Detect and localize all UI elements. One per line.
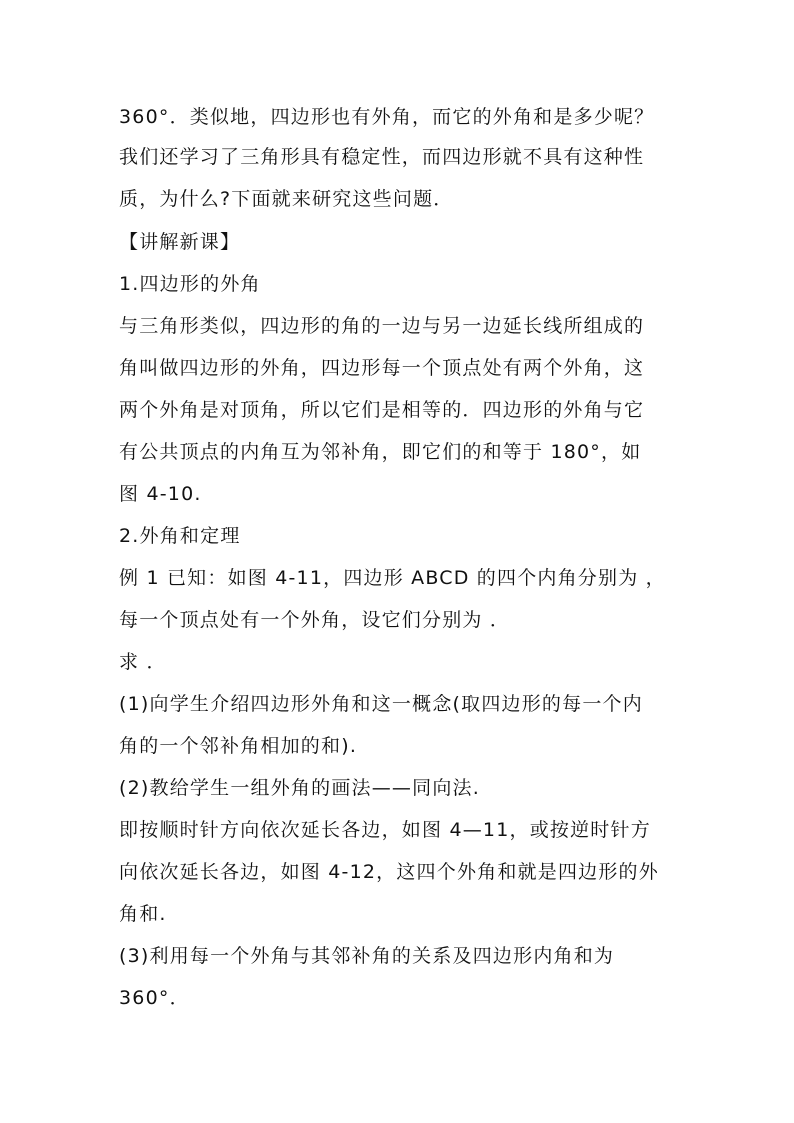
text-line-9: 有公共顶点的内角互为邻补角，即它们的和等于 180°，如	[119, 441, 642, 463]
text-line-13: 每一个顶点处有一个外角，设它们分别为 ．	[119, 609, 511, 631]
text-line-14: 求 ．	[119, 651, 167, 673]
example-1-line: 例 1 已知：如图 4-11，四边形 ABCD 的四个内角分别为 ，	[119, 567, 666, 589]
section-heading-new-lesson: 【讲解新课】	[119, 231, 241, 253]
subheading-exterior-angle-theorem: 2.外角和定理	[119, 525, 241, 547]
text-line-7: 角叫做四边形的外角，四边形每一个顶点处有两个外角，这	[119, 357, 645, 379]
subheading-exterior-angle: 1.四边形的外角	[119, 273, 261, 295]
text-line-19: 向依次延长各边，如图 4-12，这四个外角和就是四边形的外	[119, 861, 659, 883]
text-line-2: 我们还学习了三角形具有稳定性，而四边形就不具有这种性	[119, 146, 645, 168]
text-line-18: 即按顺时针方向依次延长各边，如图 4—11，或按逆时针方	[119, 819, 651, 841]
text-line-22: 360°．	[119, 987, 190, 1009]
step-1-line: (1)向学生介绍四边形外角和这一概念(取四边形的每一个内	[119, 693, 643, 715]
text-line-3: 质，为什么?下面就来研究这些问题．	[119, 188, 454, 210]
text-line-16: 角的一个邻补角相加的和).	[119, 735, 358, 757]
step-2-line: (2)教给学生一组外角的画法——同向法.	[119, 777, 480, 799]
text-line-20: 角和.	[119, 903, 167, 925]
text-line-8: 两个外角是对顶角，所以它们是相等的．四边形的外角与它	[119, 399, 645, 421]
text-line-6: 与三角形类似，四边形的角的一边与另一边延长线所组成的	[119, 315, 645, 337]
step-3-line: (3)利用每一个外角与其邻补角的关系及四边形内角和为	[119, 945, 615, 967]
text-line-1: 360°．类似地，四边形也有外角，而它的外角和是多少呢？	[119, 106, 655, 128]
text-line-10: 图 4-10.	[119, 483, 202, 505]
